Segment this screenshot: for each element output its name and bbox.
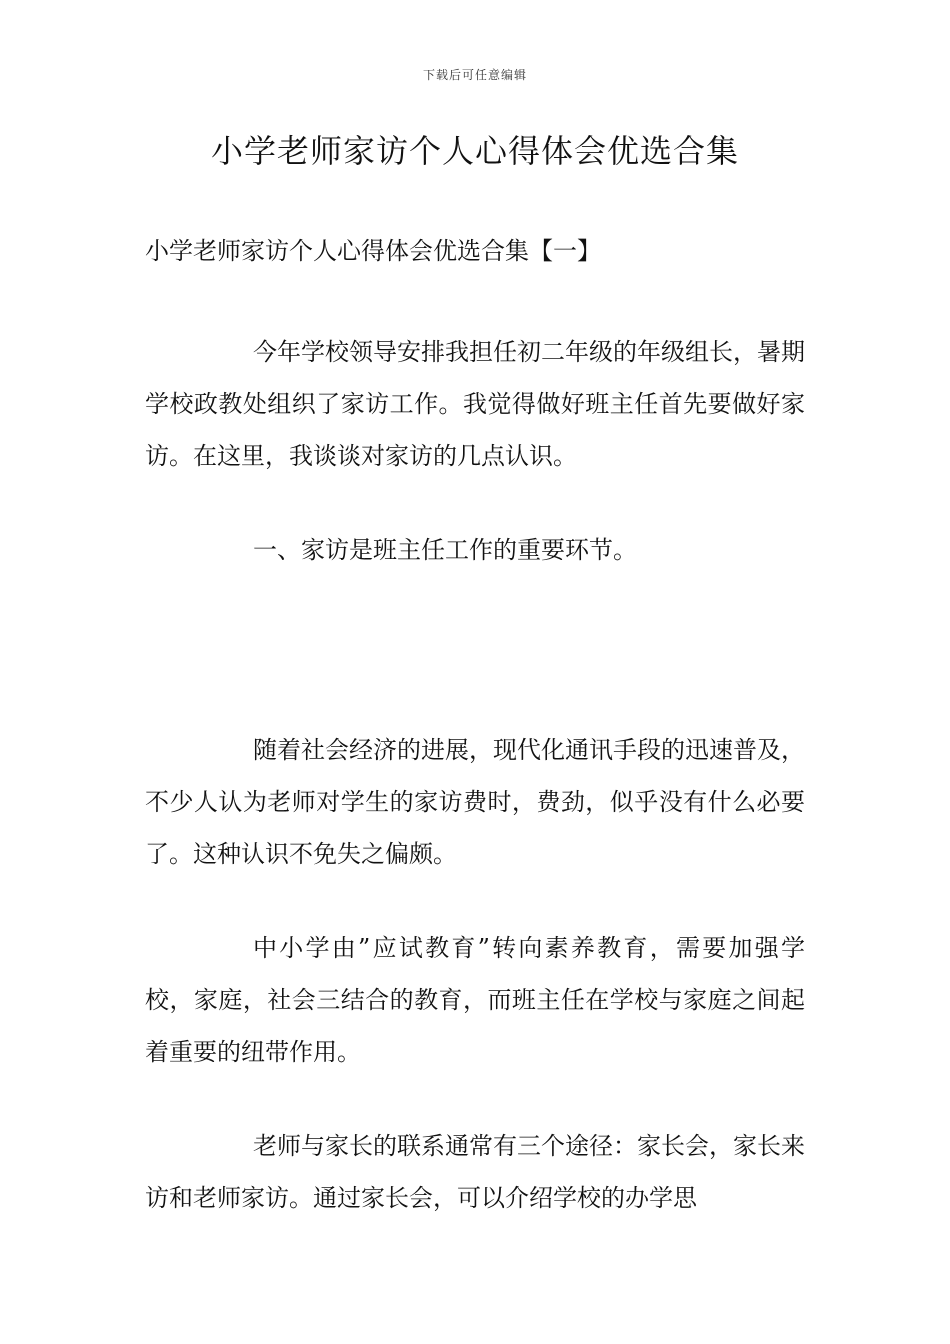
- document-title: 小学老师家访个人心得体会优选合集: [210, 132, 739, 170]
- paragraph-communication: 随着社会经济的进展，现代化通讯手段的迅速普及，不少人认为老师对学生的家访费时，费劲，似乎没有什么必要了。这种认识不免失之偏颇。: [145, 736, 805, 868]
- section-heading: 小学老师家访个人心得体会优选合集【一】: [145, 237, 601, 265]
- header-note: 下载后可任意编辑: [422, 68, 527, 82]
- paragraph-point-one: 一、家访是班主任工作的重要环节。: [253, 536, 637, 564]
- paragraph-quality-education: 中小学由”应试教育”转向素养教育，需要加强学校，家庭，社会三结合的教育，而班主任在学校与家庭之间起着重要的纽带作用。: [145, 934, 805, 1066]
- paragraph-intro: 今年学校领导安排我担任初二年级的年级组长，暑期学校政教处组织了家访工作。我觉得做好班主任首先要做好家访。在这里，我谈谈对家访的几点认识。: [145, 338, 805, 470]
- paragraph-contact-channels: 老师与家长的联系通常有三个途径：家长会，家长来访和老师家访。通过家长会，可以介绍学校的办学思: [145, 1132, 805, 1212]
